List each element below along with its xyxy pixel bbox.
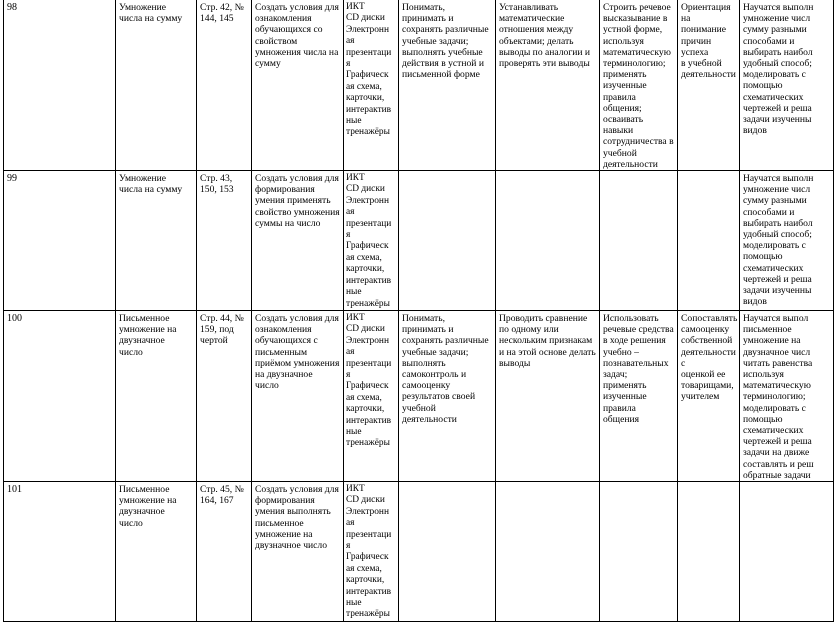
regulatory-skills-cell xyxy=(399,481,496,621)
table-row xyxy=(4,481,834,621)
lesson-number-cell: 99 xyxy=(4,171,116,311)
lesson-plan-table xyxy=(3,0,834,622)
personal-results-cell: Сопоставлять самооценку собственной деятельности с оценкой ее товарищами, учителем xyxy=(678,310,740,481)
ict-resources-cell: ИКТ CD диски Электронн ая презентаци я Графическ ая схема, карточки, интерактив ные тренажёры xyxy=(344,310,399,481)
lesson-number-cell: 101 xyxy=(4,481,116,621)
lesson-topic-cell: Письменное умножение на двузначное число xyxy=(116,481,197,621)
learning-outcomes-cell: Научатся выполн умножение числ сумму разными способами и выбирать наибол удобный способ; моделировать с помощью схематических чертежей и реша задачи изученны видов xyxy=(740,0,834,171)
lesson-goal-cell: Создать условия для ознакомления обучающихся с письменным приёмом умножения на двузначное число xyxy=(252,310,344,481)
learning-outcomes-cell: Научатся выпол письменное умножение на двузначное числ читать равенства используя математическую терминологию; моделировать с помощью схематических чертежей и реша задачи на движе составлять и реш обратные задачи xyxy=(740,310,834,481)
table-row xyxy=(4,310,834,481)
cognitive-skills-cell xyxy=(496,481,600,621)
textbook-pages-cell: Стр. 43, 150, 153 xyxy=(197,171,252,311)
lesson-goal-cell: Создать условия для формирования умения выполнять письменное умножение на двузначное число xyxy=(252,481,344,621)
lesson-goal-cell: Создать условия для ознакомления обучающихся со свойством умножения числа на сумму xyxy=(252,0,344,171)
lesson-number-cell: 100 xyxy=(4,310,116,481)
regulatory-skills-cell: Понимать, принимать и сохранять различные учебные задачи; выполнять самоконтроль и самооценку результатов своей учебной деятельности xyxy=(399,310,496,481)
textbook-pages-cell: Стр. 44, № 159, под чертой xyxy=(197,310,252,481)
communicative-skills-cell xyxy=(600,171,678,311)
ict-resources-cell: ИКТ CD диски Электронн ая презентаци я Графическ ая схема, карточки, интерактив ные тренажёры xyxy=(344,0,399,171)
cognitive-skills-cell xyxy=(496,171,600,311)
personal-results-cell: Ориентация на понимание причин успеха в учебной деятельности xyxy=(678,0,740,171)
communicative-skills-cell xyxy=(600,481,678,621)
personal-results-cell xyxy=(678,481,740,621)
table-row xyxy=(4,171,834,311)
regulatory-skills-cell: Понимать, принимать и сохранять различные учебные задачи; выполнять учебные действия в устной и письменной форме xyxy=(399,0,496,171)
cognitive-skills-cell: Проводить сравнение по одному или нескольким признакам и на этой основе делать выводы xyxy=(496,310,600,481)
lesson-topic-cell: Письменное умножение на двузначное число xyxy=(116,310,197,481)
lesson-goal-cell: Создать условия для формирования умения применять свойство умножения суммы на число xyxy=(252,171,344,311)
cognitive-skills-cell: Устанавливать математические отношения между объектами; делать выводы по аналогии и проверять эти выводы xyxy=(496,0,600,171)
regulatory-skills-cell xyxy=(399,171,496,311)
learning-outcomes-cell: Научатся выполн умножение числ сумму разными способами и выбирать наибол удобный способ; моделировать с помощью схематических чертежей и реша задачи изученны видов xyxy=(740,171,834,311)
personal-results-cell xyxy=(678,171,740,311)
ict-resources-cell: ИКТ CD диски Электронн ая презентаци я Графическ ая схема, карточки, интерактив ные тренажёры xyxy=(344,171,399,311)
lesson-topic-cell: Умножение числа на сумму xyxy=(116,171,197,311)
lesson-topic-cell: Умножение числа на сумму xyxy=(116,0,197,171)
lesson-number-cell: 98 xyxy=(4,0,116,171)
communicative-skills-cell: Строить речевое высказывание в устной форме, используя математическую терминологию; применять изученные правила общения; осваивать навыки сотрудничества в учебной деятельности xyxy=(600,0,678,171)
ict-resources-cell: ИКТ CD диски Электронн ая презентаци я Графическ ая схема, карточки, интерактив ные тренажёры xyxy=(344,481,399,621)
textbook-pages-cell: Стр. 45, № 164, 167 xyxy=(197,481,252,621)
textbook-pages-cell: Стр. 42, № 144, 145 xyxy=(197,0,252,171)
communicative-skills-cell: Использовать речевые средства в ходе решения учебно – познавательных задач; применять изученные правила общения xyxy=(600,310,678,481)
table-row xyxy=(4,0,834,171)
learning-outcomes-cell xyxy=(740,481,834,621)
